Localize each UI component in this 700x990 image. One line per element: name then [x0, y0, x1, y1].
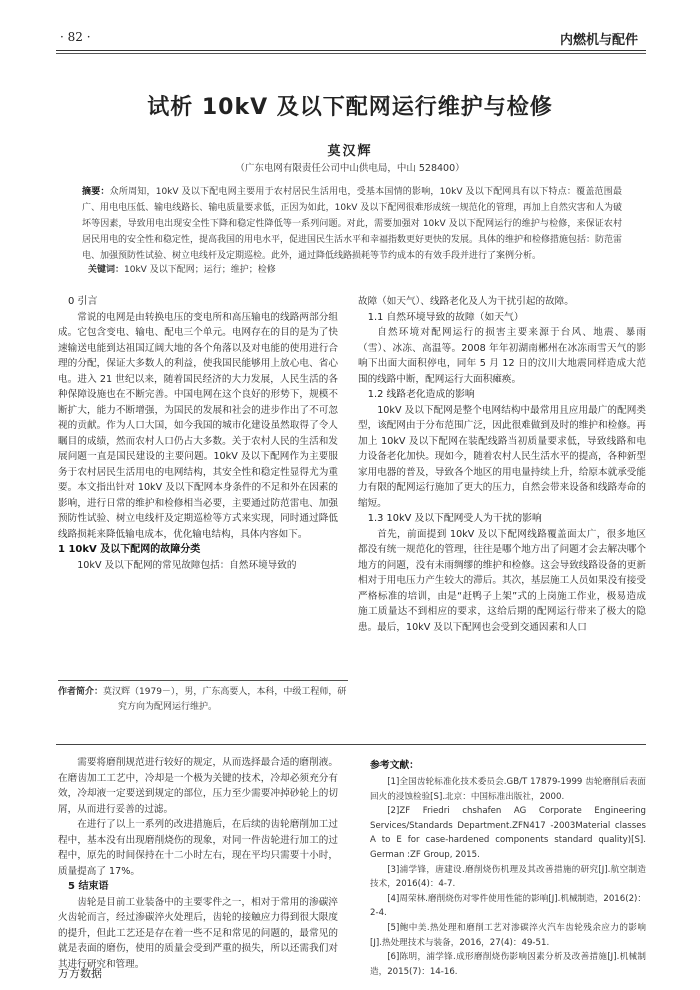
- subsection-heading: 1.3 10kV 及以下配网受人为干扰的影响: [367, 513, 542, 524]
- keywords: [88, 262, 618, 275]
- paragraph: 首先，前面提到 10kV 及以下配网线路覆盖面太广，很多地区都没有统一规范化的管理，往往是哪个地方出了问题才会去解决哪个地方的问题，没有未雨绸缪的维护和检修。这会导致线路设备的更新相对于用电压力产生较大的滞后。其次，基层施工人员如果没有接受严格标准的培训，由是“赶鸭子上架”式的上岗施工作业，极易造成施工质量达不到相应的要求，这给后期的配网运行带来了极大的隐患。最后，10kV 及以下配网也会受到交通因素和人口: [358, 528, 646, 633]
- footnote-line: 莫汉辉（1979－），男，广东高要人，本科，中级工程师，研: [103, 687, 347, 697]
- journal-name: 内燃机与配件: [559, 33, 638, 48]
- paragraph: 在进行了以上一系列的改进措施后，在后续的齿轮磨削加工过程中，基本没有出现磨削烧伤的现象，对同一件齿轮进行加工的过程中，原先的时间保持在十二小时左右，现在平均只需要十小时，质量提高了 17%。: [58, 819, 338, 877]
- footnote-rule: [58, 680, 348, 681]
- body-column-left-bottom: [58, 755, 338, 972]
- reference-item: [5]鲍中美.热处理和磨削工艺对渗碳淬火汽车齿轮残余应力的影响[J].热处理技术与装备，2016，27(4)：49-51.: [370, 922, 646, 948]
- reference-item: [6]陈明，浦学锋.成形磨削烧伤影响因素分析及改善措施[J].机械制造，2015(7)：14-16.: [370, 952, 646, 977]
- footer-watermark: 万方数据: [58, 967, 102, 980]
- body-column-right-top: [358, 294, 646, 635]
- paragraph: 自然环境对配网运行的损害主要来源于台风、地震、暴雨（雪）、冰冻、高温等。2008 年年初湖南郴州在冰冻雨雪天气的影响下出面大面积停电，同年 5 月 12 日的汶川大地震同样造成大范围的线路中断，配网运行大面积瘫痪。: [358, 327, 646, 385]
- subsection-heading: 1.2 线路老化造成的影响: [367, 389, 475, 400]
- keywords-text: 10kV 及以下配网；运行；维护；检修: [124, 265, 276, 275]
- article-separator-rule: [56, 744, 646, 745]
- paragraph: 10kV 及以下配网是整个电网结构中最常用且应用最广的配网类型，该配网由于分布范围广泛，因此很难做到及时的维护和检修。再加上 10kV 及以下配网在装配线路当初质量要求低，导致线路和电力设备老化加快。现如今，随着农村人民生活水平的提高，各种新型家用电器的普及，导致各个地区的用电量持续上升，给原本就承受能力有限的配网运行施加了更大的压力，自然会带来设备和线路寿命的缩短。: [358, 404, 646, 509]
- abstract: [82, 184, 622, 264]
- reference-item: [2]ZF Friedri chshafen AG Corporate Engineering Services/Standards Department.ZFN417 -2003Material classes A to E for case-hardened components standard quality)[S]. German :ZF Group, 2015.: [370, 806, 646, 860]
- keywords-label: 关键词：: [88, 265, 125, 275]
- references: [370, 757, 646, 979]
- page-number: · 82 ·: [60, 30, 91, 44]
- author-affiliation: （广东电网有限责任公司中山供电局，中山 528400）: [235, 163, 465, 174]
- abstract-text: 众所周知，10kV 及以下配电网主要用于农村居民生活用电，受基本国情的影响，10kV 及以下配网具有以下特点：覆盖范围最广、用电电压低、输电线路长、输电质量要求低，正因为如此，10kV 及以下配网很难形成统一规范化的管理，再加上自然灾害和人为破坏等因素，导致用电出现安全性下降和稳定性降低等一系列问题。对此，需要加强对 10kV 及以下配网运行的维护与检修，来保证农村居民用电的安全性和稳定性，提高我国的用电水平，促进国民生活水平和幸福指数更好更快的发展。具体的维护和检修措施包括：防范雷电、加强预防性试验、树立电线杆及定期巡检。此外，通过降低线路损耗等节约成本的有效手段并进行了案例分析。: [82, 187, 623, 261]
- author-name: 莫汉辉: [327, 144, 373, 159]
- section-heading: 5 结束语: [68, 881, 109, 892]
- section-heading: 1 10kV 及以下配网的故障分类: [58, 544, 201, 555]
- header-rule-thin: [56, 53, 646, 54]
- paragraph: 常说的电网是由转换电压的变电所和高压输电的线路两部分组成。它包含变电、输电、配电三个单元。电网存在的目的是为了快速输送电能到达祖国辽阔大地的各个角落以及对电能的使用进行合理的分配，保证大多数人的利益，使我国民能够用上放心电、省心电。进入 21 世纪以来，随着国民经济的大力发展，人民生活的各种保障设施也在不断完善。中国电网在这个良好的形势下，规模不断扩大，能力不断增强，为国民的发展和社会的进步作出了不可忽视的贡献。作为人口大国，如今我国的城市化建设虽然取得了令人瞩目的成绩，然而农村人口仍占大多数。关于农村人民的生活和发展问题一直是国民建设的主要问题。10kV 及以下配网作为主要服务于农村居民生活用电的电网结构，其安全性和稳定性显得尤为重要。本文指出针对 10kV 及以下配网本身条件的不足和外在因素的影响，进行日常的维护和检修相当必要，主要通过防范雷电、加强预防性试验、树立电线杆及定期巡检等方式来实现，同时通过降低线路损耗来降低输电成本，优化输电结构，具体内容如下。: [58, 311, 338, 540]
- reference-item: [4]周荣林.磨削烧伤对零件使用性能的影响[J].机械制造，2016(2)：2-4.: [370, 893, 646, 919]
- article-title: 试析 10kV 及以下配网运行维护与检修: [147, 95, 553, 120]
- reference-item: [1]全国齿轮标准化技术委员会.GB/T 17879-1999 齿轮磨削后表面回火的浸蚀检验[S].北京：中国标准出版社，2000.: [370, 777, 646, 802]
- subsection-heading: 1.1 自然环境导致的故障（如天气）: [367, 311, 524, 323]
- paragraph: 10kV 及以下配网的常见故障包括：自然环境导致的: [77, 559, 297, 571]
- paragraph: 齿轮是目前工业装备中的主要零件之一，相对于常用的渗碳淬火齿轮而言，经过渗碳淬火处理后，齿轮的接触应力得到很大限度的提升，但此工艺还是存在着一些不足和常见的问题的，最常见的就是表面的磨伤，使用的质量会受到严重的损失，所以还需我们对其进行研究和管理。: [58, 896, 338, 970]
- footnote-line: 究方向为配网运行维护。: [118, 702, 218, 712]
- body-column-left-top: [58, 294, 338, 573]
- references-title: 参考文献：: [370, 760, 419, 771]
- header-rule: [56, 50, 646, 51]
- reference-item: [3]浦学锋，唐建设.磨削烧伤机理及其改善措施的研究[J].航空制造技术，2016(4)：4-7.: [370, 864, 646, 890]
- section-heading: 0 引言: [68, 296, 98, 307]
- abstract-label: 摘要：: [82, 187, 110, 197]
- paragraph: 需要将磨削规范进行较好的规定，从而选择最合适的磨削液。在磨齿加工工艺中，冷却是一个极为关键的技术，冷却必须充分有效，冷却液一定要送到规定的部位，压力至少需要冲掉砂轮上的切屑，从而进行妥善的过滤。: [58, 757, 338, 815]
- author-bio-footnote: [58, 685, 348, 715]
- footnote-label: 作者简介：: [58, 687, 104, 697]
- paragraph: 故障（如天气）、线路老化及人为干扰引起的故障。: [358, 296, 574, 307]
